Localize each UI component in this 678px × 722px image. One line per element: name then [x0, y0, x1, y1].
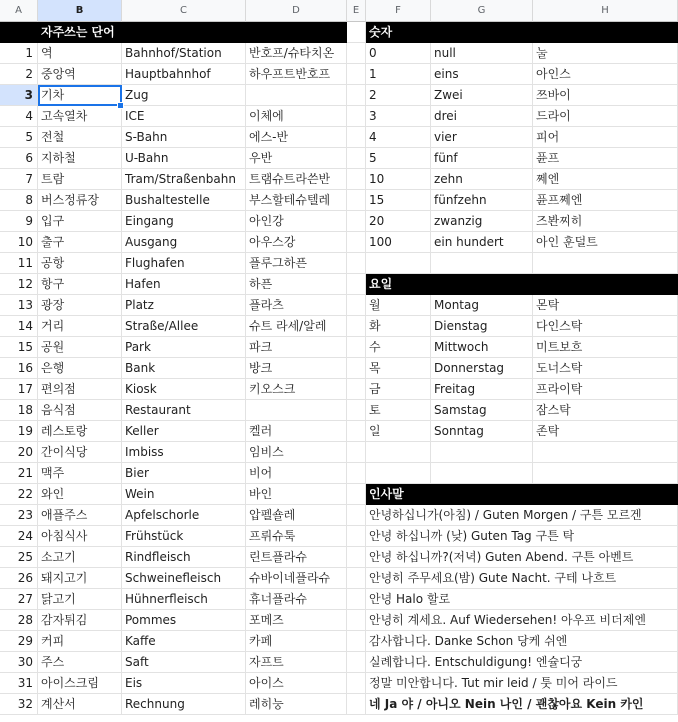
cell[interactable] — [347, 274, 366, 295]
pronunciation-cell[interactable]: 존탁 — [533, 421, 678, 442]
weekday-korean-cell[interactable]: 일 — [366, 421, 431, 442]
korean-word-cell[interactable]: 트람 — [38, 169, 122, 190]
german-word-cell[interactable]: Bier — [122, 463, 246, 484]
pronunciation-cell[interactable]: 키오스크 — [246, 379, 347, 400]
cell[interactable] — [347, 232, 366, 253]
table-row — [0, 64, 678, 85]
cell[interactable] — [347, 43, 366, 64]
table-row — [0, 211, 678, 232]
korean-word-cell[interactable]: 와인 — [38, 484, 122, 505]
greeting-cell[interactable]: 안녕히 계세요. Auf Wiedersehen! 아우프 비더제엔 — [366, 610, 678, 631]
row-number[interactable]: 12 — [0, 274, 38, 295]
pronunciation-cell[interactable]: 퓬프쩨엔 — [533, 190, 678, 211]
german-word-cell[interactable]: Bahnhof/Station — [122, 43, 246, 64]
greeting-cell[interactable]: 안녕 하십니까 (낮) Guten Tag 구튼 탁 — [366, 526, 678, 547]
column-header-b[interactable]: B — [38, 0, 122, 22]
row-number[interactable]: 16 — [0, 358, 38, 379]
table-row — [0, 43, 678, 64]
pronunciation-cell[interactable]: 미트보흐 — [533, 337, 678, 358]
table-row — [0, 169, 678, 190]
number-cell[interactable]: 10 — [366, 169, 431, 190]
table-row — [0, 484, 678, 505]
korean-word-cell[interactable]: 출구 — [38, 232, 122, 253]
german-word-cell[interactable]: Bushaltestelle — [122, 190, 246, 211]
weekday-german-cell[interactable]: Sonntag — [431, 421, 533, 442]
greeting-cell[interactable]: 안녕 하십니까?(저녁) Guten Abend. 구튼 아벤트 — [366, 547, 678, 568]
pronunciation-cell[interactable]: 자프트 — [246, 652, 347, 673]
row-number[interactable]: 10 — [0, 232, 38, 253]
german-word-cell[interactable]: Apfelschorle — [122, 505, 246, 526]
cell[interactable] — [246, 22, 347, 43]
table-row — [0, 673, 678, 694]
cell[interactable] — [347, 379, 366, 400]
german-number-cell[interactable]: vier — [431, 127, 533, 148]
pronunciation-cell[interactable]: 아우스강 — [246, 232, 347, 253]
cell[interactable] — [431, 22, 533, 43]
numbers-section-header[interactable]: 숫자 — [366, 22, 431, 43]
cell[interactable] — [431, 274, 533, 295]
german-word-cell[interactable]: S-Bahn — [122, 127, 246, 148]
german-word-cell[interactable]: Straße/Allee — [122, 316, 246, 337]
row-number[interactable]: 31 — [0, 673, 38, 694]
cell[interactable] — [347, 568, 366, 589]
table-row — [0, 274, 678, 295]
greeting-cell[interactable]: 네 Ja 야 / 아니오 Nein 나인 / 괜찮아요 Kein 카인 — [366, 694, 678, 715]
row-number[interactable]: 20 — [0, 442, 38, 463]
cell[interactable] — [366, 253, 431, 274]
german-word-cell[interactable]: Park — [122, 337, 246, 358]
german-word-cell[interactable]: Ausgang — [122, 232, 246, 253]
cell[interactable] — [347, 211, 366, 232]
korean-word-cell[interactable]: 주스 — [38, 652, 122, 673]
pronunciation-cell[interactable]: 압펠숄레 — [246, 505, 347, 526]
german-word-cell[interactable]: Tram/Straßenbahn — [122, 169, 246, 190]
number-cell[interactable]: 0 — [366, 43, 431, 64]
cell[interactable] — [347, 694, 366, 715]
table-row — [0, 547, 678, 568]
cell[interactable] — [347, 547, 366, 568]
german-word-cell[interactable]: Keller — [122, 421, 246, 442]
pronunciation-cell[interactable]: 프뤼슈툭 — [246, 526, 347, 547]
cell[interactable] — [431, 253, 533, 274]
cell[interactable] — [347, 169, 366, 190]
weekday-korean-cell[interactable]: 화 — [366, 316, 431, 337]
pronunciation-cell[interactable]: 드라이 — [533, 106, 678, 127]
fill-handle[interactable] — [117, 102, 124, 109]
cell[interactable] — [347, 85, 366, 106]
german-word-cell[interactable]: Flughafen — [122, 253, 246, 274]
cell[interactable] — [366, 442, 431, 463]
pronunciation-cell[interactable]: 비어 — [246, 463, 347, 484]
german-word-cell[interactable]: Rindfleisch — [122, 547, 246, 568]
table-row — [0, 442, 678, 463]
cell[interactable] — [347, 190, 366, 211]
cell[interactable] — [431, 463, 533, 484]
pronunciation-cell[interactable]: 파크 — [246, 337, 347, 358]
weekday-german-cell[interactable]: Donnerstag — [431, 358, 533, 379]
table-row — [0, 253, 678, 274]
pronunciation-cell[interactable]: 즈봔찌히 — [533, 211, 678, 232]
weekday-korean-cell[interactable]: 월 — [366, 295, 431, 316]
korean-word-cell[interactable]: 입구 — [38, 211, 122, 232]
cell[interactable] — [347, 358, 366, 379]
cell[interactable] — [431, 484, 533, 505]
german-word-cell[interactable]: Imbiss — [122, 442, 246, 463]
korean-word-cell[interactable]: 공원 — [38, 337, 122, 358]
german-number-cell[interactable]: zwanzig — [431, 211, 533, 232]
table-row — [0, 631, 678, 652]
column-header-h[interactable]: H — [533, 0, 678, 22]
row-number[interactable]: 23 — [0, 505, 38, 526]
row-number[interactable]: 15 — [0, 337, 38, 358]
row-number[interactable]: 19 — [0, 421, 38, 442]
cell[interactable] — [347, 148, 366, 169]
table-row — [0, 22, 678, 43]
pronunciation-cell[interactable]: 이체에 — [246, 106, 347, 127]
german-word-cell[interactable]: Hafen — [122, 274, 246, 295]
korean-word-cell[interactable]: 감자튀김 — [38, 610, 122, 631]
german-word-cell[interactable]: Platz — [122, 295, 246, 316]
table-row — [0, 379, 678, 400]
table-row — [0, 148, 678, 169]
cell[interactable] — [347, 610, 366, 631]
pronunciation-cell[interactable]: 카페 — [246, 631, 347, 652]
row-number[interactable]: 32 — [0, 694, 38, 715]
german-word-cell[interactable]: Zug — [122, 85, 246, 106]
pronunciation-cell[interactable]: 반호프/슈타치온 — [246, 43, 347, 64]
table-row — [0, 463, 678, 484]
row-number[interactable] — [0, 22, 38, 43]
german-word-cell[interactable]: Kaffe — [122, 631, 246, 652]
row-number[interactable]: 18 — [0, 400, 38, 421]
cell[interactable] — [347, 505, 366, 526]
german-word-cell[interactable]: ICE — [122, 106, 246, 127]
table-row — [0, 610, 678, 631]
german-word-cell[interactable]: Restaurant — [122, 400, 246, 421]
row-number[interactable]: 30 — [0, 652, 38, 673]
german-word-cell[interactable]: Wein — [122, 484, 246, 505]
cell[interactable] — [347, 295, 366, 316]
row-number[interactable]: 9 — [0, 211, 38, 232]
cell[interactable] — [122, 22, 246, 43]
row-number[interactable]: 24 — [0, 526, 38, 547]
cell[interactable] — [347, 253, 366, 274]
pronunciation-cell[interactable]: 에스-반 — [246, 127, 347, 148]
cell[interactable] — [347, 652, 366, 673]
korean-word-cell[interactable]: 중앙역 — [38, 64, 122, 85]
table-row — [0, 694, 678, 715]
pronunciation-cell[interactable]: 쩨엔 — [533, 169, 678, 190]
table-row — [0, 232, 678, 253]
korean-word-cell[interactable]: 애플주스 — [38, 505, 122, 526]
korean-word-cell[interactable]: 아침식사 — [38, 526, 122, 547]
weekday-german-cell[interactable]: Samstag — [431, 400, 533, 421]
table-row — [0, 106, 678, 127]
german-word-cell[interactable]: Pommes — [122, 610, 246, 631]
pronunciation-cell[interactable]: 쯔바이 — [533, 85, 678, 106]
cell[interactable] — [347, 421, 366, 442]
pronunciation-cell[interactable]: 방크 — [246, 358, 347, 379]
weekday-korean-cell[interactable]: 수 — [366, 337, 431, 358]
row-number[interactable]: 2 — [0, 64, 38, 85]
pronunciation-cell[interactable]: 다인스탁 — [533, 316, 678, 337]
row-number[interactable]: 25 — [0, 547, 38, 568]
column-header-a[interactable]: A — [0, 0, 38, 22]
korean-word-cell[interactable]: 거리 — [38, 316, 122, 337]
german-number-cell[interactable]: null — [431, 43, 533, 64]
korean-word-cell[interactable]: 닭고기 — [38, 589, 122, 610]
pronunciation-cell[interactable]: 퓬프 — [533, 148, 678, 169]
german-number-cell[interactable]: eins — [431, 64, 533, 85]
pronunciation-cell[interactable]: 켈러 — [246, 421, 347, 442]
table-row — [0, 421, 678, 442]
greeting-cell[interactable]: 실례합니다. Entschuldigung! 엔슐디궁 — [366, 652, 678, 673]
pronunciation-cell[interactable]: 바인 — [246, 484, 347, 505]
cell[interactable] — [533, 442, 678, 463]
korean-word-cell[interactable]: 소고기 — [38, 547, 122, 568]
number-cell[interactable]: 5 — [366, 148, 431, 169]
pronunciation-cell[interactable]: 도너스탁 — [533, 358, 678, 379]
german-number-cell[interactable]: ein hundert — [431, 232, 533, 253]
table-row — [0, 190, 678, 211]
pronunciation-cell[interactable]: 피어 — [533, 127, 678, 148]
pronunciation-cell[interactable]: 아인 훈덜트 — [533, 232, 678, 253]
pronunciation-cell[interactable]: 우반 — [246, 148, 347, 169]
pronunciation-cell[interactable]: 플라츠 — [246, 295, 347, 316]
row-number[interactable]: 11 — [0, 253, 38, 274]
weekday-korean-cell[interactable]: 토 — [366, 400, 431, 421]
cell[interactable] — [347, 631, 366, 652]
cell[interactable] — [347, 337, 366, 358]
korean-word-cell[interactable]: 음식점 — [38, 400, 122, 421]
pronunciation-cell[interactable]: 휴너플라슈 — [246, 589, 347, 610]
column-header-g[interactable]: G — [431, 0, 533, 22]
weekday-german-cell[interactable]: Mittwoch — [431, 337, 533, 358]
cell[interactable] — [347, 22, 366, 43]
korean-word-cell[interactable]: 맥주 — [38, 463, 122, 484]
column-header-row — [0, 0, 678, 22]
greeting-cell[interactable]: 정말 미안합니다. Tut mir leid / 툿 미어 라이드 — [366, 673, 678, 694]
number-cell[interactable]: 20 — [366, 211, 431, 232]
column-header-f[interactable]: F — [366, 0, 431, 22]
pronunciation-cell[interactable]: 포메즈 — [246, 610, 347, 631]
row-number[interactable]: 17 — [0, 379, 38, 400]
korean-word-cell[interactable]: 광장 — [38, 295, 122, 316]
number-cell[interactable]: 2 — [366, 85, 431, 106]
cell[interactable] — [533, 463, 678, 484]
row-number[interactable]: 28 — [0, 610, 38, 631]
korean-word-cell[interactable]: 전철 — [38, 127, 122, 148]
german-word-cell[interactable]: Hauptbahnhof — [122, 64, 246, 85]
table-row — [0, 652, 678, 673]
german-number-cell[interactable]: fünfzehn — [431, 190, 533, 211]
greeting-cell[interactable]: 감사합니다. Danke Schon 당케 쉬엔 — [366, 631, 678, 652]
left-section-header[interactable]: 자주쓰는 단어 — [38, 22, 122, 43]
german-number-cell[interactable]: drei — [431, 106, 533, 127]
korean-word-cell[interactable]: 고속열차 — [38, 106, 122, 127]
korean-word-cell[interactable]: 공항 — [38, 253, 122, 274]
cell[interactable] — [533, 253, 678, 274]
greeting-cell[interactable]: 안녕히 주무세요(밤) Gute Nacht. 구테 나흐트 — [366, 568, 678, 589]
column-header-e[interactable]: E — [347, 0, 366, 22]
korean-word-cell[interactable]: 기차 — [38, 85, 122, 106]
pronunciation-cell[interactable]: 슈트 라세/알레 — [246, 316, 347, 337]
pronunciation-cell[interactable] — [246, 85, 347, 106]
german-word-cell[interactable]: Frühstück — [122, 526, 246, 547]
number-cell[interactable]: 3 — [366, 106, 431, 127]
cell[interactable] — [533, 22, 678, 43]
german-word-cell[interactable]: Eis — [122, 673, 246, 694]
number-cell[interactable]: 1 — [366, 64, 431, 85]
german-word-cell[interactable]: Saft — [122, 652, 246, 673]
weekday-korean-cell[interactable]: 금 — [366, 379, 431, 400]
korean-word-cell[interactable]: 지하철 — [38, 148, 122, 169]
table-row — [0, 358, 678, 379]
row-number[interactable]: 13 — [0, 295, 38, 316]
weekday-german-cell[interactable]: Dienstag — [431, 316, 533, 337]
greeting-cell[interactable]: 안녕하십니가(아침) / Guten Morgen / 구튼 모르겐 — [366, 505, 678, 526]
row-number[interactable]: 27 — [0, 589, 38, 610]
table-row — [0, 400, 678, 421]
german-number-cell[interactable]: fünf — [431, 148, 533, 169]
table-row — [0, 568, 678, 589]
korean-word-cell[interactable]: 계산서 — [38, 694, 122, 715]
cell[interactable] — [366, 463, 431, 484]
row-number[interactable]: 21 — [0, 463, 38, 484]
german-number-cell[interactable]: zehn — [431, 169, 533, 190]
pronunciation-cell[interactable]: 린트플라슈 — [246, 547, 347, 568]
german-word-cell[interactable]: Bank — [122, 358, 246, 379]
weekday-korean-cell[interactable]: 목 — [366, 358, 431, 379]
pronunciation-cell[interactable]: 아인스 — [533, 64, 678, 85]
cell[interactable] — [347, 526, 366, 547]
number-cell[interactable]: 15 — [366, 190, 431, 211]
column-header-d[interactable]: D — [246, 0, 347, 22]
pronunciation-cell[interactable]: 부스할테슈텔레 — [246, 190, 347, 211]
row-number[interactable]: 7 — [0, 169, 38, 190]
korean-word-cell[interactable]: 커피 — [38, 631, 122, 652]
number-cell[interactable]: 100 — [366, 232, 431, 253]
korean-word-cell[interactable]: 간이식당 — [38, 442, 122, 463]
cell[interactable] — [347, 127, 366, 148]
pronunciation-cell[interactable]: 잠스탁 — [533, 400, 678, 421]
cell[interactable] — [347, 589, 366, 610]
table-row — [0, 526, 678, 547]
table-row — [0, 589, 678, 610]
pronunciation-cell[interactable]: 몬탁 — [533, 295, 678, 316]
table-row — [0, 295, 678, 316]
korean-word-cell[interactable]: 버스정류장 — [38, 190, 122, 211]
cell[interactable] — [347, 673, 366, 694]
pronunciation-cell[interactable]: 슈바이네플라슈 — [246, 568, 347, 589]
weekday-german-cell[interactable]: Freitag — [431, 379, 533, 400]
german-word-cell[interactable]: Hühnerfleisch — [122, 589, 246, 610]
german-word-cell[interactable]: Eingang — [122, 211, 246, 232]
german-word-cell[interactable]: Kiosk — [122, 379, 246, 400]
cell[interactable] — [347, 442, 366, 463]
german-word-cell[interactable]: U-Bahn — [122, 148, 246, 169]
korean-word-cell[interactable]: 아이스크림 — [38, 673, 122, 694]
pronunciation-cell[interactable] — [246, 400, 347, 421]
row-number[interactable]: 1 — [0, 43, 38, 64]
table-row — [0, 85, 678, 106]
cell[interactable] — [533, 484, 678, 505]
korean-word-cell[interactable]: 은행 — [38, 358, 122, 379]
row-number[interactable]: 3 — [0, 85, 38, 106]
days-section-header[interactable]: 요일 — [366, 274, 431, 295]
pronunciation-cell[interactable]: 트램슈트라쓴반 — [246, 169, 347, 190]
table-row — [0, 337, 678, 358]
cell[interactable] — [347, 400, 366, 421]
cell[interactable] — [347, 106, 366, 127]
row-number[interactable]: 26 — [0, 568, 38, 589]
german-word-cell[interactable]: Schweinefleisch — [122, 568, 246, 589]
pronunciation-cell[interactable]: 레히눙 — [246, 694, 347, 715]
column-header-c[interactable]: C — [122, 0, 246, 22]
cell[interactable] — [347, 64, 366, 85]
cell[interactable] — [533, 274, 678, 295]
pronunciation-cell[interactable]: 임비스 — [246, 442, 347, 463]
row-number[interactable]: 8 — [0, 190, 38, 211]
number-cell[interactable]: 4 — [366, 127, 431, 148]
pronunciation-cell[interactable]: 하우프트반호프 — [246, 64, 347, 85]
cell[interactable] — [347, 463, 366, 484]
pronunciation-cell[interactable]: 플루그하픈 — [246, 253, 347, 274]
table-row — [0, 505, 678, 526]
pronunciation-cell[interactable]: 하픈 — [246, 274, 347, 295]
row-number[interactable]: 5 — [0, 127, 38, 148]
korean-word-cell[interactable]: 편의점 — [38, 379, 122, 400]
row-number[interactable]: 6 — [0, 148, 38, 169]
row-number[interactable]: 4 — [0, 106, 38, 127]
german-number-cell[interactable]: Zwei — [431, 85, 533, 106]
korean-word-cell[interactable]: 돼지고기 — [38, 568, 122, 589]
korean-word-cell[interactable]: 항구 — [38, 274, 122, 295]
table-row — [0, 316, 678, 337]
weekday-german-cell[interactable]: Montag — [431, 295, 533, 316]
german-word-cell[interactable]: Rechnung — [122, 694, 246, 715]
korean-word-cell[interactable]: 레스토랑 — [38, 421, 122, 442]
table-row — [0, 127, 678, 148]
row-number[interactable]: 22 — [0, 484, 38, 505]
pronunciation-cell[interactable]: 프라이탁 — [533, 379, 678, 400]
pronunciation-cell[interactable]: 눌 — [533, 43, 678, 64]
cell[interactable] — [347, 484, 366, 505]
pronunciation-cell[interactable]: 아이스 — [246, 673, 347, 694]
greetings-section-header[interactable]: 인사말 — [366, 484, 431, 505]
cell[interactable] — [347, 316, 366, 337]
greeting-cell[interactable]: 안녕 Halo 할로 — [366, 589, 678, 610]
cell[interactable] — [431, 442, 533, 463]
pronunciation-cell[interactable]: 아인강 — [246, 211, 347, 232]
row-number[interactable]: 29 — [0, 631, 38, 652]
korean-word-cell[interactable]: 역 — [38, 43, 122, 64]
row-number[interactable]: 14 — [0, 316, 38, 337]
